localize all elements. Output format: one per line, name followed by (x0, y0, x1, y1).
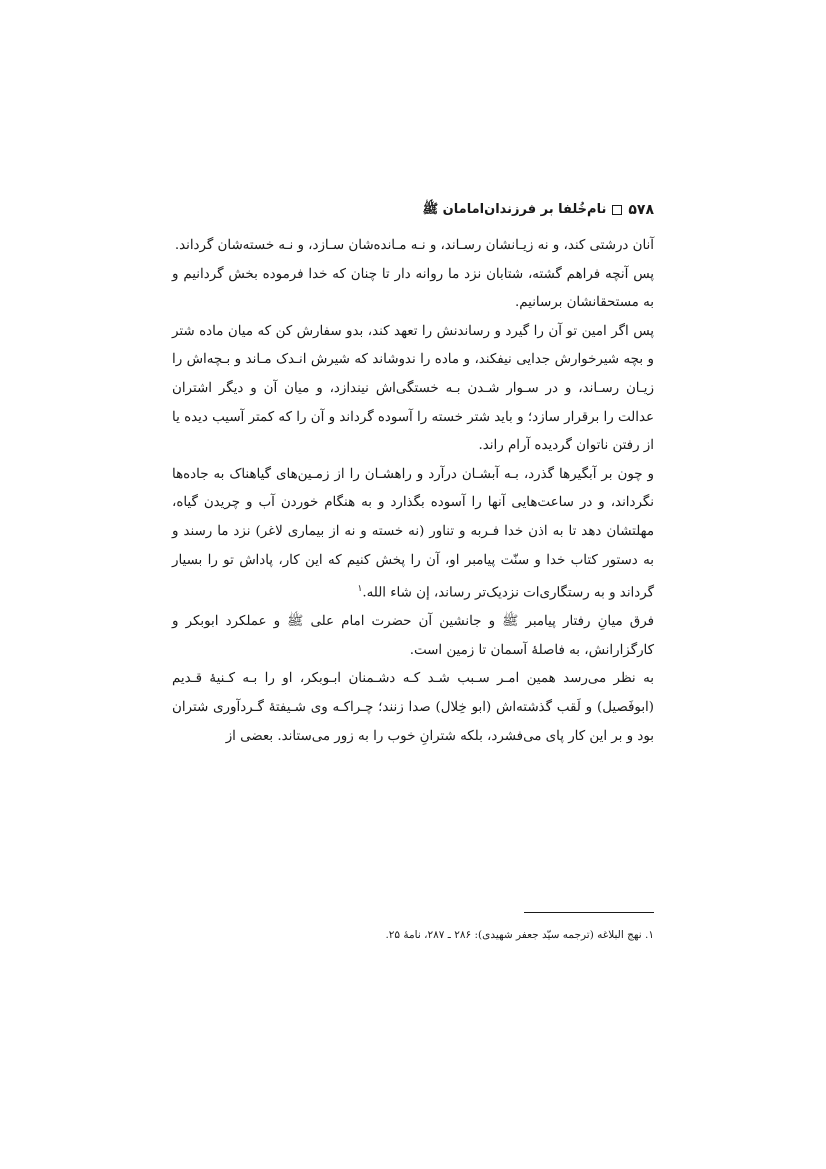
header-square-icon (612, 205, 622, 215)
footnote-separator (524, 912, 654, 913)
paragraph: پس اگر امین تو آن را گیرد و رساندنش را تعهد کند، بدو سفارش کن که میان ماده شتر و بچه شیرخوارش جدایی نیفکند، و ماده را ندوشاند که شیرش انـدک مـاند و بـچه‌اش را زیـان رسـاند، و در سـوار شـدن بـه خستگی‌اش نیندازد، و میان آن و دیگر اشتران عدالت را برقرار سازد؛ و باید شتر خسته را آسوده گرداند و آن را که کمتر آسیب دیده یا از رفتن ناتوان گردیده آرام راند. (172, 323, 654, 454)
running-title: نام‌خُلفا بر فرزندان‌امامان ﷺ (422, 201, 607, 217)
footnote-reference: ۱ (357, 584, 363, 595)
paragraph: به نظر می‌رسد همین امـر سـبب شـد کـه دشـمنان ابـوبکر، او را بـه کـنیهٔ قـدیم (ابوفَصیل) و لَقب گذشته‌اش (ابو خِلال) صدا زنند؛ چـراکـه وی شـیفتهٔ گـردآوری شتران بود و بر این کار پای می‌فشرد، بلکه شترانِ خوب را به زور می‌ستاند. بعضی از (172, 671, 654, 744)
paragraph: فرق میانِ رفتار پیامبر ﷺ و جانشین آن حضرت امام علی ﷺ و عملکرد ابوبکر و کارگزارانش، به فاصلهٔ آسمان تا زمین است. (172, 614, 654, 658)
page-number: ۵۷۸ (628, 202, 654, 218)
paragraph-with-footnote (172, 461, 654, 608)
footnote: ۱. نهج البلاغه (ترجمه سیّد جعفر شهیدی): ۲۸۶ ـ ۲۸۷، نامهٔ ۲۵. (385, 929, 654, 941)
running-header (172, 198, 654, 222)
paragraph-text: و چون بر آبگیرها گذرد، بـه آبشـان درآرد و راهشـان را از زمـین‌های گیاهناک به جاده‌ها نگرداند، و در ساعت‌هایی آنها را آسوده بگذارد و به هنگام خوردن آب و چریدن گیاه، مهلتشان دهد تا به اذن خدا فـربه و تناور (نه خسته و نه از بیماری لاغر) نزد ما رسند و به دستور کتاب خدا و سنّت پیامبر او، آن را پخش کنیم که این کار، پاداش تو را بسیار گرداند و به رستگاری‌ات نزدیک‌تر رساند، إن شاء الله. (172, 466, 654, 601)
body-text (172, 232, 654, 751)
paragraph: پس آنچه فراهم گشته، شتابان نزد ما روانه دار تا چنان که خدا فرموده بخش گردانیم و به مستحقانشان برسانیم. (172, 266, 654, 311)
paragraph: آنان درشتی کند، و نه زیـانشان رسـاند، و نـه مـاندەشان سـازد، و نـه خستەشان گرداند. (174, 238, 654, 253)
